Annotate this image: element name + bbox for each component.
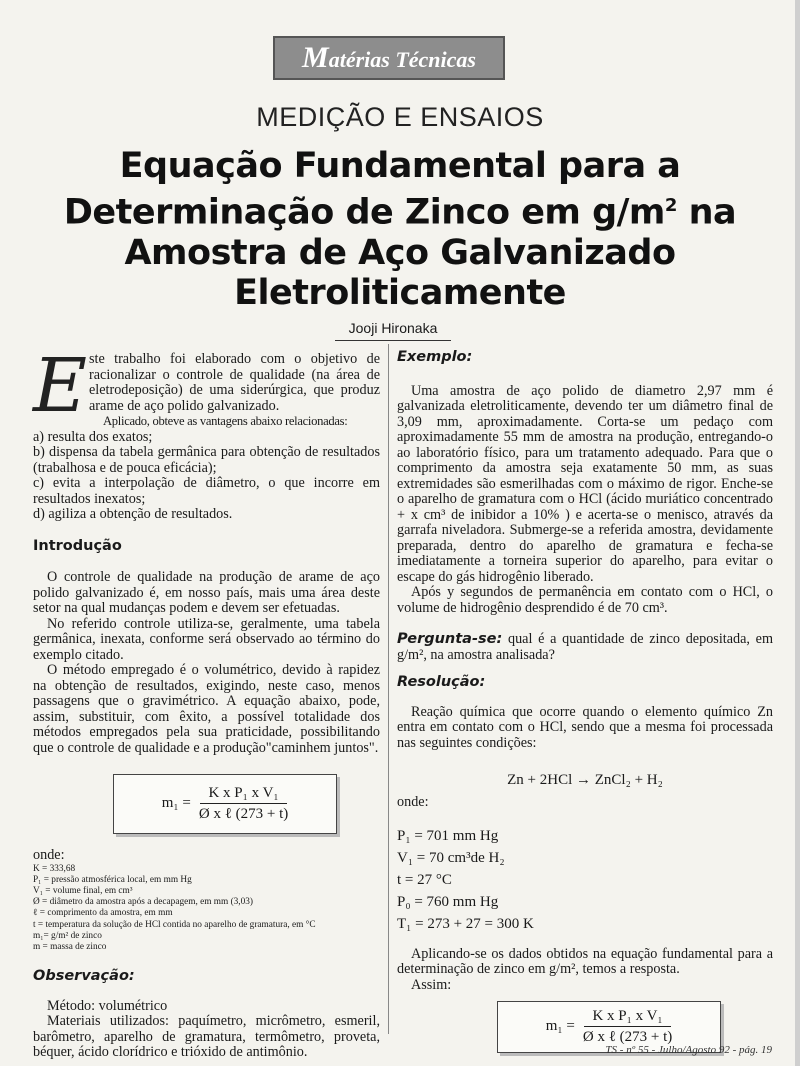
article-headline <box>0 146 800 313</box>
variable-list <box>33 864 380 954</box>
left-column <box>33 343 380 1061</box>
variable-item: ℓ = comprimento da amostra, em mm <box>33 908 173 919</box>
introducao-heading: Introdução <box>33 537 122 554</box>
resolucao-paragraph: Aplicando-se os dados obtidos na equação fundamental para a determinação de zinco em g/m², temos a resposta. <box>397 945 773 977</box>
conditions-list <box>397 825 773 935</box>
exemplo-heading: Exemplo: <box>397 349 473 365</box>
section-banner <box>273 36 505 80</box>
byline-rule <box>335 340 451 341</box>
observacao-materiais: Materiais utilizados: paquímetro, micrômetro, esmeril, barômetro, aparelho de gramatura, termômetro, proveta, béquer, ácido clorídrico e trióxido de antimônio. <box>33 1013 380 1061</box>
resolucao-onde: onde: <box>397 794 429 810</box>
formula-denominator: Ø x ℓ (273 + t) <box>582 1029 673 1045</box>
column-divider <box>388 344 389 1034</box>
formula-box <box>113 774 337 834</box>
variable-item: P₁ = pressão atmosférica local, em mm Hg <box>33 874 192 885</box>
formula-fraction <box>583 1009 672 1046</box>
headline-line-1: Equação Fundamental para a <box>119 146 681 186</box>
resolucao-assim: Assim: <box>411 976 452 993</box>
author-byline: Jooji Hironaka <box>348 320 438 336</box>
introducao-paragraph: O método empregado é o volumétrico, devido à rapidez na obtenção de resultados, exigindo, neste caso, menos passagens que o gravimétrico. A equação abaixo, pode, assim, substituir, com êxito, a possível totalidade dos métodos empregados pela sua praticidade, possibilitando que o controle de qualidade e a produção"caminhem juntos". <box>33 662 380 756</box>
variable-item: m = massa de zinco <box>33 941 107 952</box>
condition-item: P₀ = 760 mm Hg <box>397 893 499 910</box>
right-column <box>397 350 773 1053</box>
exemplo-paragraph: Após y segundos de permanência em contato com o HCl, o volume de hidrogênio desprendido é de 70 cm³. <box>397 584 773 616</box>
headline-line-2: Determinação de Zinco em $g/m^2$ na <box>63 192 737 233</box>
observacao-metodo: Método: volumétrico <box>47 997 168 1014</box>
chemical-reaction: Zn + 2HCl → ZnCl₂ + H₂ <box>507 772 663 788</box>
condition-item: t = 27 °C <box>397 871 452 888</box>
formula-lhs: m₁ = <box>545 1018 575 1035</box>
variable-item: Ø = diâmetro da amostra após a decapagem, em mm (3,03) <box>33 897 254 908</box>
resolucao-paragraph: Reação química que ocorre quando o elemento químico Zn entra em contato com o HCl, sendo que a mesma foi processada nas seguintes condições: <box>397 703 773 751</box>
exemplo-paragraph: Uma amostra de aço polido de diametro 2,97 mm é galvanizada eletroliticamente, devendo ter um diâmetro final de 3,09 mm, aproximadamente. Corta-se um pedaço com aproximadamente 55 mm de amostra na produção, entregando-o ao laboratório físico, para um tratamento adequado. Para que o comprimento da amostra seja exatamente 50 mm, as suas extremidades são esmerilhadas com o máximo de rigor. Enche-se o aparelho de gramatura com o HCl (ácido muriático concentrado + x cm³ de inibidor a 10% ) e acerta-se o menisco, através da garrafa niveladora. Submerge-se a referida amostra, devidamente preparada, dentro do aparelho de gramatura e fecha-se imediatamente a torneira superior do aparelho, para evitar o escape do gás hidrogênio liberado. <box>397 382 773 585</box>
formula-numerator: K x P₁ x V₁ <box>200 786 286 805</box>
intro-paragraph: ste trabalho foi elaborado com o objetivo de racionalizar o controle de qualidade (na área de eletrodeposição) de uma siderúrgica, que produz arame de aço polido galvanizado. <box>89 351 380 414</box>
intro-advantages-lead: Aplicado, obteve as vantagens abaixo relacionadas: <box>103 414 348 428</box>
pergunta-text: qual é a quantidade de zinco depositada, em g/m², na amostra analisada? <box>397 631 773 663</box>
formula-fraction <box>199 786 288 823</box>
variable-item: m₁= g/m² de zinco <box>33 930 102 941</box>
page-footer: TS - nº 55 - Julho/Agosto 92 - pág. 19 <box>605 1044 772 1056</box>
advantage-item: d) agiliza a obtenção de resultados. <box>33 506 233 522</box>
pergunta-heading: Pergunta-se: <box>397 631 503 647</box>
condition-item: T₁ = 273 + 27 = 300 K <box>397 915 534 932</box>
introducao-paragraph: No referido controle utiliza-se, geralmente, uma tabela germânica, inexata, conforme será observado ao término do exemplo citado. <box>33 615 380 663</box>
advantage-item: b) dispensa da tabela germânica para obtenção de resultados (trabalhosa e de pouca eficácia); <box>33 444 380 476</box>
formula-denominator: Ø x ℓ (273 + t) <box>198 806 289 822</box>
pergunta-paragraph <box>397 632 773 663</box>
banner-initial: M <box>302 41 329 74</box>
advantage-item: c) evita a interpolação de diâmetro, o que incorre em resultados inexatos; <box>33 475 380 507</box>
drop-cap: E <box>33 343 88 429</box>
intro-block <box>33 343 380 523</box>
variable-item: t = temperatura da solução de HCl contida no aparelho de gramatura, em °C <box>33 919 316 930</box>
observacao-heading: Observação: <box>33 968 135 985</box>
advantage-item: a) resulta dos exatos; <box>33 428 153 445</box>
banner-text: atérias Técnicas <box>328 47 476 72</box>
condition-item: V₁ = 70 cm³de H₂ <box>397 849 505 866</box>
formula-lhs: m₁ = <box>161 795 191 812</box>
onde-label: onde: <box>33 847 65 863</box>
variable-item: K = 333,68 <box>33 863 76 874</box>
section-kicker: MEDIÇÃO E ENSAIOS <box>256 102 544 132</box>
introducao-paragraph: O controle de qualidade na produção de arame de aço polido galvanizado é, em nosso país, mais uma área deste setor na qual mudanças podem e devem ser efetuadas. <box>33 569 380 616</box>
condition-item: P₁ = 701 mm Hg <box>397 827 499 844</box>
headline-line-3: Amostra de Aço Galvanizado <box>124 232 676 273</box>
headline-line-4: Eletroliticamente <box>234 272 566 313</box>
formula-numerator: K x P₁ x V₁ <box>584 1009 670 1028</box>
resolucao-heading: Resolução: <box>397 674 486 690</box>
variable-item: V₁ = volume final, em cm³ <box>33 885 133 896</box>
